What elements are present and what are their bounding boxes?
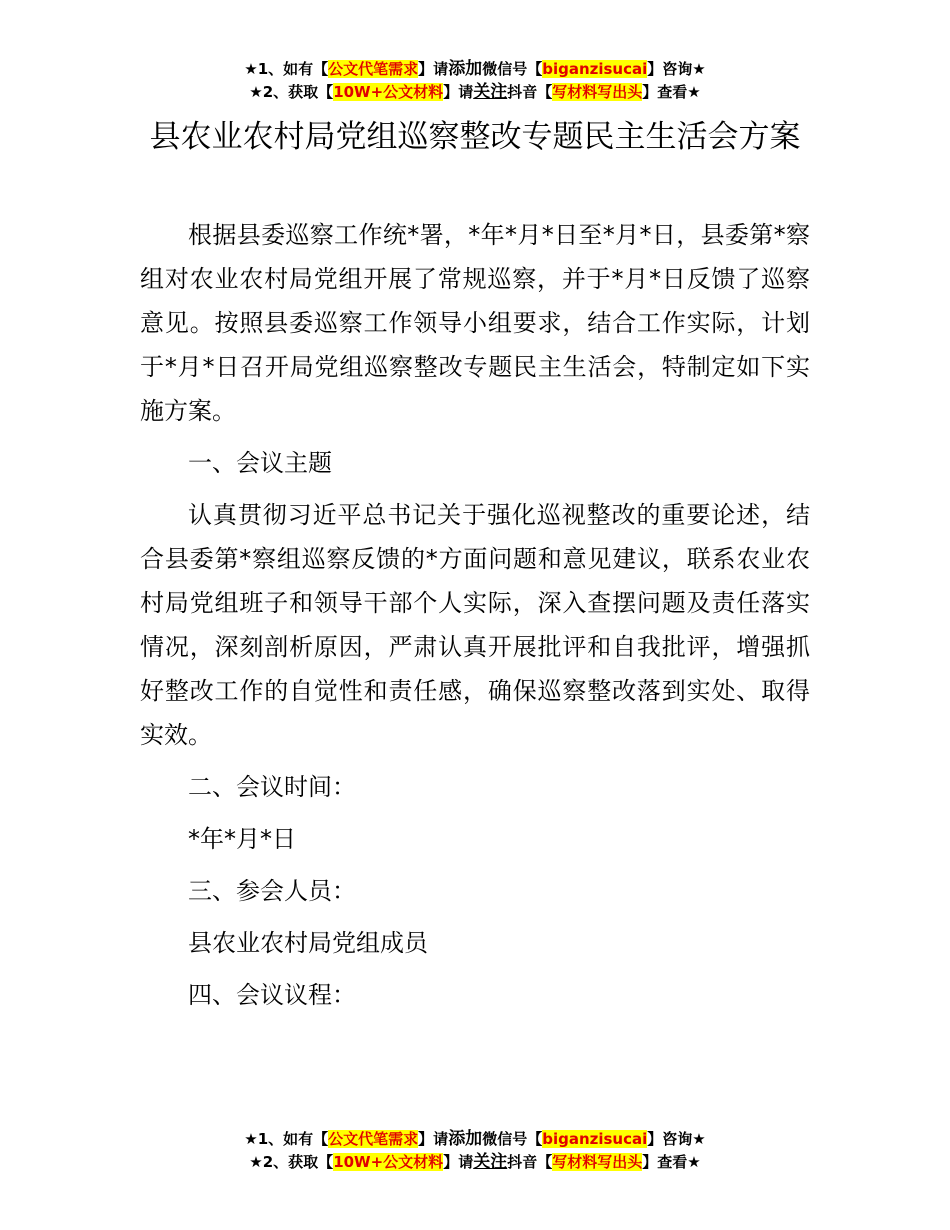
promo-text: 】请 [443, 83, 474, 101]
promo-emphasis: 关注 [473, 82, 508, 102]
document-title: 县农业农村局党组巡察整改专题民主生活会方案 [149, 119, 801, 155]
promo-line-2 [0, 81, 950, 104]
promo-text: 】请 [443, 1153, 474, 1171]
promo-text: 抖音【 [507, 83, 553, 101]
promo-douyin-id: 写材料写出头 [552, 1153, 643, 1171]
promo-text: 微信号【 [482, 60, 543, 78]
promo-text: 微信号【 [482, 1130, 543, 1148]
promo-text: 】请 [418, 60, 449, 78]
section-heading-time: 二、会议时间： [188, 773, 356, 801]
promo-text: 抖音【 [507, 1153, 553, 1171]
promo-emphasis: 添加 [448, 1129, 483, 1149]
promo-text: 】查看★ [642, 1153, 701, 1171]
section-heading-attendees: 三、参会人员： [188, 877, 356, 905]
promo-text: ★1、如有【 [244, 60, 329, 78]
promo-line-1 [0, 1128, 950, 1151]
paragraph-theme: 认真贯彻习近平总书记关于强化巡视整改的重要论述，结合县委第*察组巡察反馈的*方面问题和意见建议，联系农业农村局党组班子和领导干部个人实际，深入查摆问题及责任落实情况，深刻剖析原因，严肃认真开展批评和自我批评，增强抓好整改工作的自觉性和责任感，确保巡察整改落到实处、取得实效。 [140, 501, 810, 749]
document-body [140, 213, 810, 1025]
promo-emphasis: 关注 [473, 1152, 508, 1172]
promo-highlight: 公文代笔需求 [328, 60, 419, 78]
promo-banner-bottom [0, 1128, 950, 1174]
paragraph-attendees: 县农业农村局党组成员 [188, 929, 428, 957]
paragraph-time: *年*月*日 [188, 825, 296, 853]
promo-highlight: 10W+公文材料 [333, 83, 444, 101]
promo-text: 】查看★ [642, 83, 701, 101]
promo-text: 】咨询★ [647, 1130, 706, 1148]
promo-emphasis: 添加 [448, 59, 483, 79]
promo-text: 】咨询★ [647, 60, 706, 78]
promo-highlight: 10W+公文材料 [333, 1153, 444, 1171]
promo-banner-top [0, 58, 950, 104]
promo-text: 】请 [418, 1130, 449, 1148]
promo-wechat-id: biganzisucai [542, 60, 648, 78]
promo-text: ★1、如有【 [244, 1130, 329, 1148]
promo-text: ★2、获取【 [249, 83, 334, 101]
section-heading-theme: 一、会议主题 [188, 449, 332, 477]
promo-line-1 [0, 58, 950, 81]
paragraph-intro: 根据县委巡察工作统*署，*年*月*日至*月*日，县委第*察组对农业农村局党组开展了常规巡察，并于*月*日反馈了巡察意见。按照县委巡察工作领导小组要求，结合工作实际，计划于*月*日召开局党组巡察整改专题民主生活会，特制定如下实施方案。 [140, 221, 810, 425]
promo-text: ★2、获取【 [249, 1153, 334, 1171]
promo-highlight: 公文代笔需求 [328, 1130, 419, 1148]
promo-wechat-id: biganzisucai [542, 1130, 648, 1148]
promo-douyin-id: 写材料写出头 [552, 83, 643, 101]
section-heading-agenda: 四、会议议程： [188, 981, 356, 1009]
promo-line-2 [0, 1151, 950, 1174]
